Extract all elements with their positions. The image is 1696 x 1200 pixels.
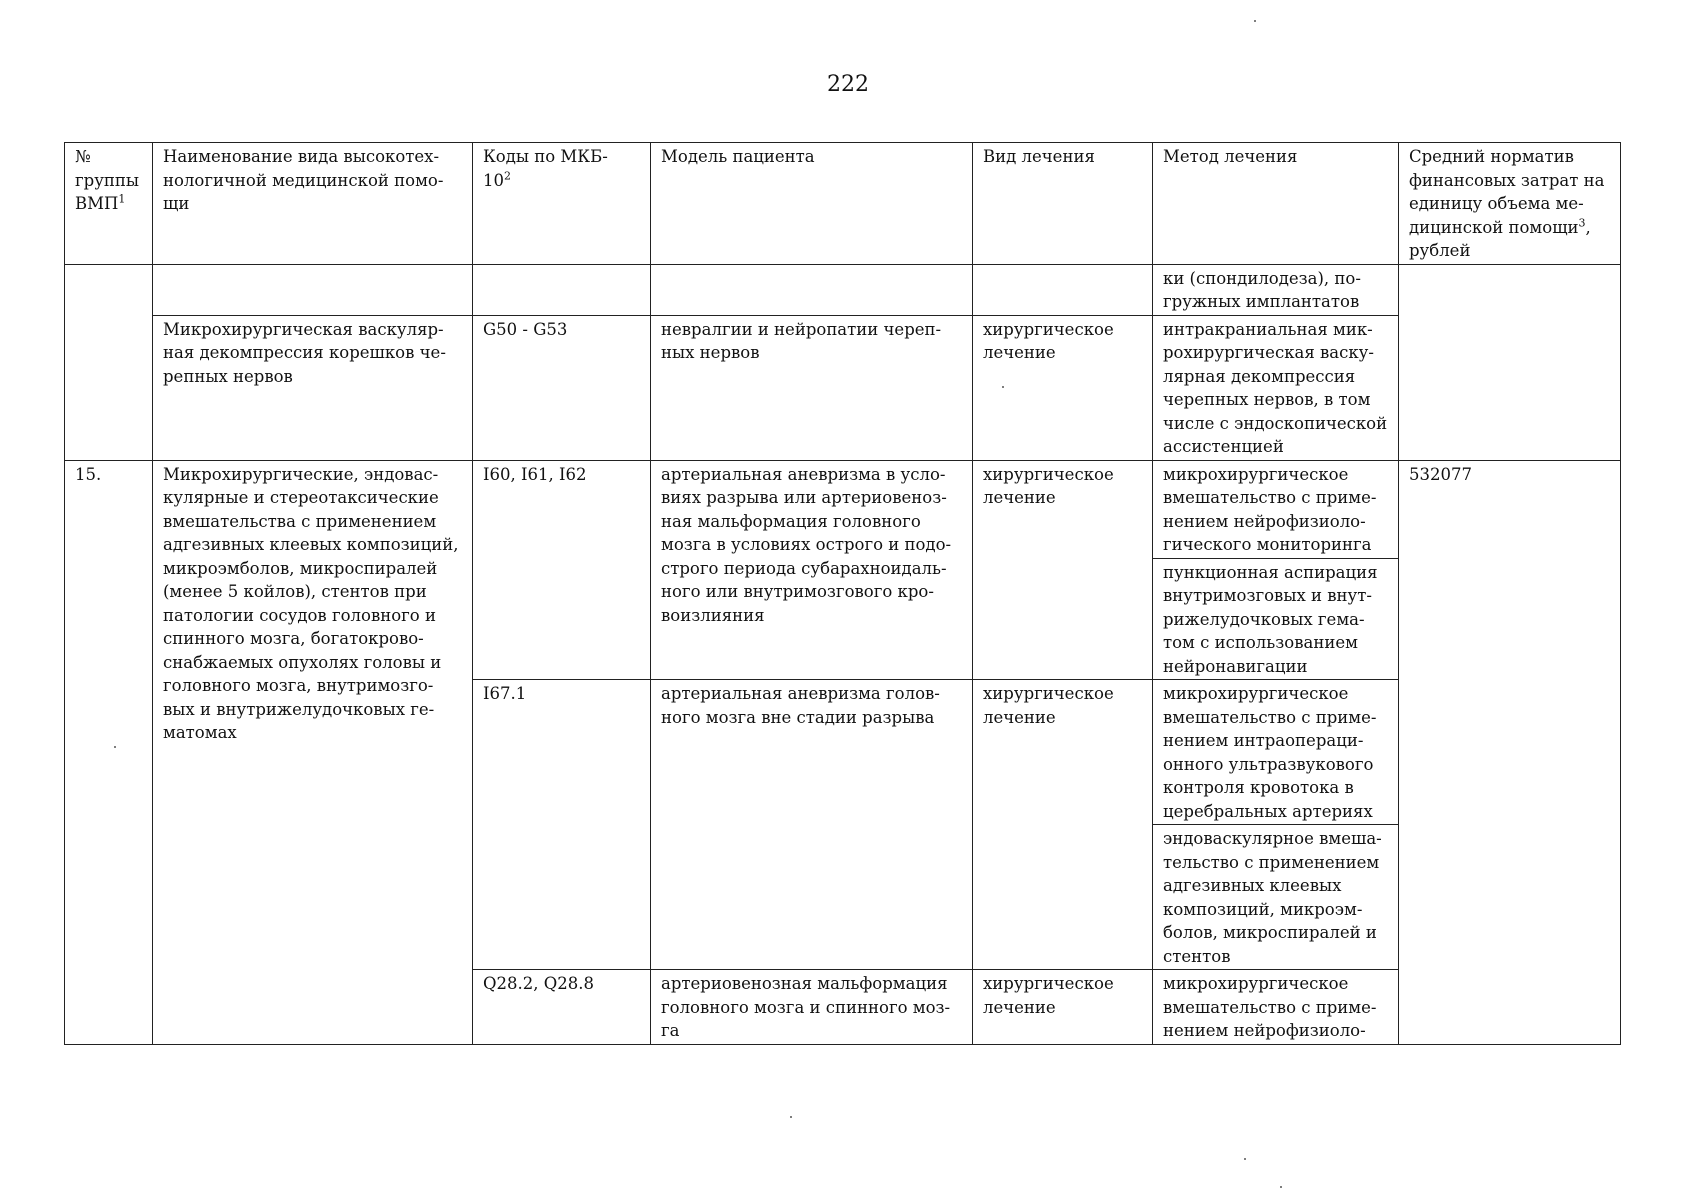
treatment-method-cell: эндоваскулярное вмеша- тельство с применением адгезивных клеевых композиций, микроэм- болов, микроспиралей и стентов [1153,825,1399,970]
table-row [65,315,1621,460]
treatment-type-cell: хирургическое лечение [973,460,1153,680]
scan-speck [114,746,116,748]
patient-model-cell [651,264,973,315]
avg-cost-cell: 532077 [1399,460,1621,1044]
treatment-method-cell: микрохирургическое вмешательство с приме- нением нейрофизиоло- [1153,970,1399,1045]
avg-cost-cell [1399,264,1621,460]
scan-speck [1280,1186,1282,1188]
group-no-cell [65,264,153,460]
type-name-cell [153,264,473,315]
icd-codes-cell [473,264,651,315]
icd-codes-cell: I60, I61, I62 [473,460,651,680]
treatment-type-cell [973,264,1153,315]
scan-speck [1254,20,1256,22]
type-name-cell: Микрохирургические, эндовас- кулярные и стереотаксические вмешательства с применением адгезивных клеевых композиций, микроэмболов, микроспиралей (менее 5 койлов), стентов при патологии сосудов головного и спинного мозга, богатокрово- снабжаемых опухолях головы и головного мозга, внутримозго- вых и внутрижелудочковых ге- матомах [153,460,473,1044]
treatment-method-cell: микрохирургическое вмешательство с приме- нением нейрофизиоло- гического мониторинга [1153,460,1399,558]
page-number: 222 [827,72,869,97]
patient-model-cell: артериальная аневризма в усло- виях разрыва или артериовеноз- ная мальформация головного мозга в условиях острого и подо- строго периода субарахноидаль- ного или внутримозгового кро- воизлияния [651,460,973,680]
type-name-cell: Микрохирургическая васкуляр- ная декомпрессия корешков че- репных нервов [153,315,473,460]
treatment-type-cell: хирургическое лечение [973,680,1153,970]
scan-speck [1244,1158,1246,1160]
header-treatment-type: Вид лечения [973,143,1153,265]
header-patient-model: Модель пациента [651,143,973,265]
treatment-method-cell: интракраниальная мик- рохирургическая васку- лярная декомпрессия черепных нервов, в том числе с эндоскопической ассистенцией [1153,315,1399,460]
treatment-type-cell: хирургическое лечение [973,315,1153,460]
scan-speck [1002,386,1004,388]
treatment-method-cell: ки (спондилодеза), по- гружных имплантатов [1153,264,1399,315]
patient-model-cell: артериовенозная мальформация головного мозга и спинного моз- га [651,970,973,1045]
icd-codes-cell: G50 - G53 [473,315,651,460]
treatment-type-cell: хирургическое лечение [973,970,1153,1045]
table-row [65,460,1621,558]
treatment-method-cell: микрохирургическое вмешательство с приме- нением интраопераци- онного ультразвукового контроля кровотока в церебральных артериях [1153,680,1399,825]
vmp-table [64,142,1621,1045]
header-avg-cost: Средний норматив финансовых затрат на единицу объема ме- дицинской помощи$^3$, рублей [1399,143,1621,265]
header-type-name: Наименование вида высокотех- нологичной медицинской помо- щи [153,143,473,265]
table-header-row [65,143,1621,265]
icd-codes-cell: I67.1 [473,680,651,970]
header-icd-codes: Коды по МКБ- $10^2$ [473,143,651,265]
table-row [65,264,1621,315]
group-no-cell: 15. [65,460,153,1044]
patient-model-cell: артериальная аневризма голов- ного мозга вне стадии разрыва [651,680,973,970]
scan-speck [790,1116,792,1118]
patient-model-cell: невралгии и нейропатии череп- ных нервов [651,315,973,460]
header-group-no: № группы ВМП$^1$ [65,143,153,265]
icd-codes-cell: Q28.2, Q28.8 [473,970,651,1045]
header-treatment-method: Метод лечения [1153,143,1399,265]
treatment-method-cell: пункционная аспирация внутримозговых и внут- рижелудочковых гема- том с использованием нейронавигации [1153,558,1399,680]
